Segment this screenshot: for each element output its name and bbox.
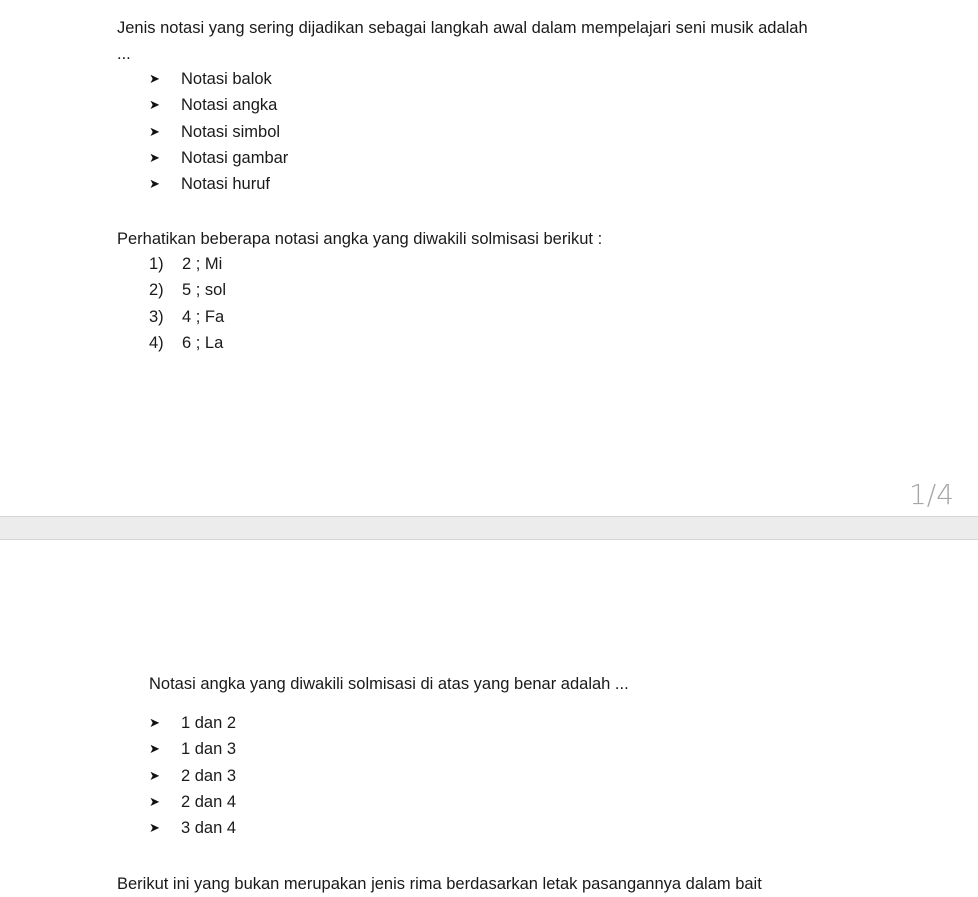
arrowhead-bullet-icon: ➤	[149, 97, 160, 113]
question-2-text: Perhatikan beberapa notasi angka yang diwakili solmisasi berikut :	[117, 230, 603, 248]
list-item: ➤ Notasi simbol	[149, 119, 288, 145]
list-item: 4) 6 ; La	[149, 334, 224, 353]
arrowhead-bullet-icon: ➤	[149, 71, 160, 87]
solmisasi-list	[149, 251, 226, 356]
arrowhead-bullet-icon: ➤	[149, 123, 160, 139]
arrowhead-bullet-icon: ➤	[149, 176, 160, 192]
list-item: 2) 5 ; sol	[149, 281, 227, 300]
list-item: ➤ 1 dan 2	[149, 710, 236, 736]
list-item: ➤ 2 dan 3	[149, 763, 236, 789]
page-separator	[0, 516, 978, 540]
list-item: ➤ 2 dan 4	[149, 789, 236, 815]
arrowhead-bullet-icon: ➤	[149, 715, 160, 731]
document-page-2	[0, 540, 978, 897]
arrowhead-bullet-icon: ➤	[149, 150, 160, 166]
page-number-indicator: 1/4	[908, 478, 954, 511]
arrowhead-bullet-icon: ➤	[149, 741, 160, 757]
list-item: ➤ Notasi gambar	[149, 145, 288, 171]
question-2-options	[149, 710, 236, 841]
question-1-text: Jenis notasi yang sering dijadikan sebagai langkah awal dalam mempelajari seni musik adalah	[117, 19, 808, 37]
list-item: 1) 2 ; Mi	[149, 255, 223, 274]
list-item: ➤ 1 dan 3	[149, 736, 236, 762]
arrowhead-bullet-icon: ➤	[149, 767, 160, 783]
question-3-text: Berikut ini yang bukan merupakan jenis rima berdasarkan letak pasangannya dalam bait	[117, 875, 762, 893]
list-item: ➤ Notasi huruf	[149, 171, 288, 197]
list-item: ➤ Notasi balok	[149, 66, 288, 92]
question-1-options	[149, 66, 288, 197]
question-2-prompt: Notasi angka yang diwakili solmisasi di atas yang benar adalah ...	[149, 675, 629, 693]
list-item: ➤ 3 dan 4	[149, 815, 236, 841]
question-1-ellipsis: ...	[117, 45, 131, 63]
list-item: 3) 4 ; Fa	[149, 307, 225, 326]
arrowhead-bullet-icon: ➤	[149, 820, 160, 836]
arrowhead-bullet-icon: ➤	[149, 794, 160, 810]
list-item: ➤ Notasi angka	[149, 92, 288, 118]
